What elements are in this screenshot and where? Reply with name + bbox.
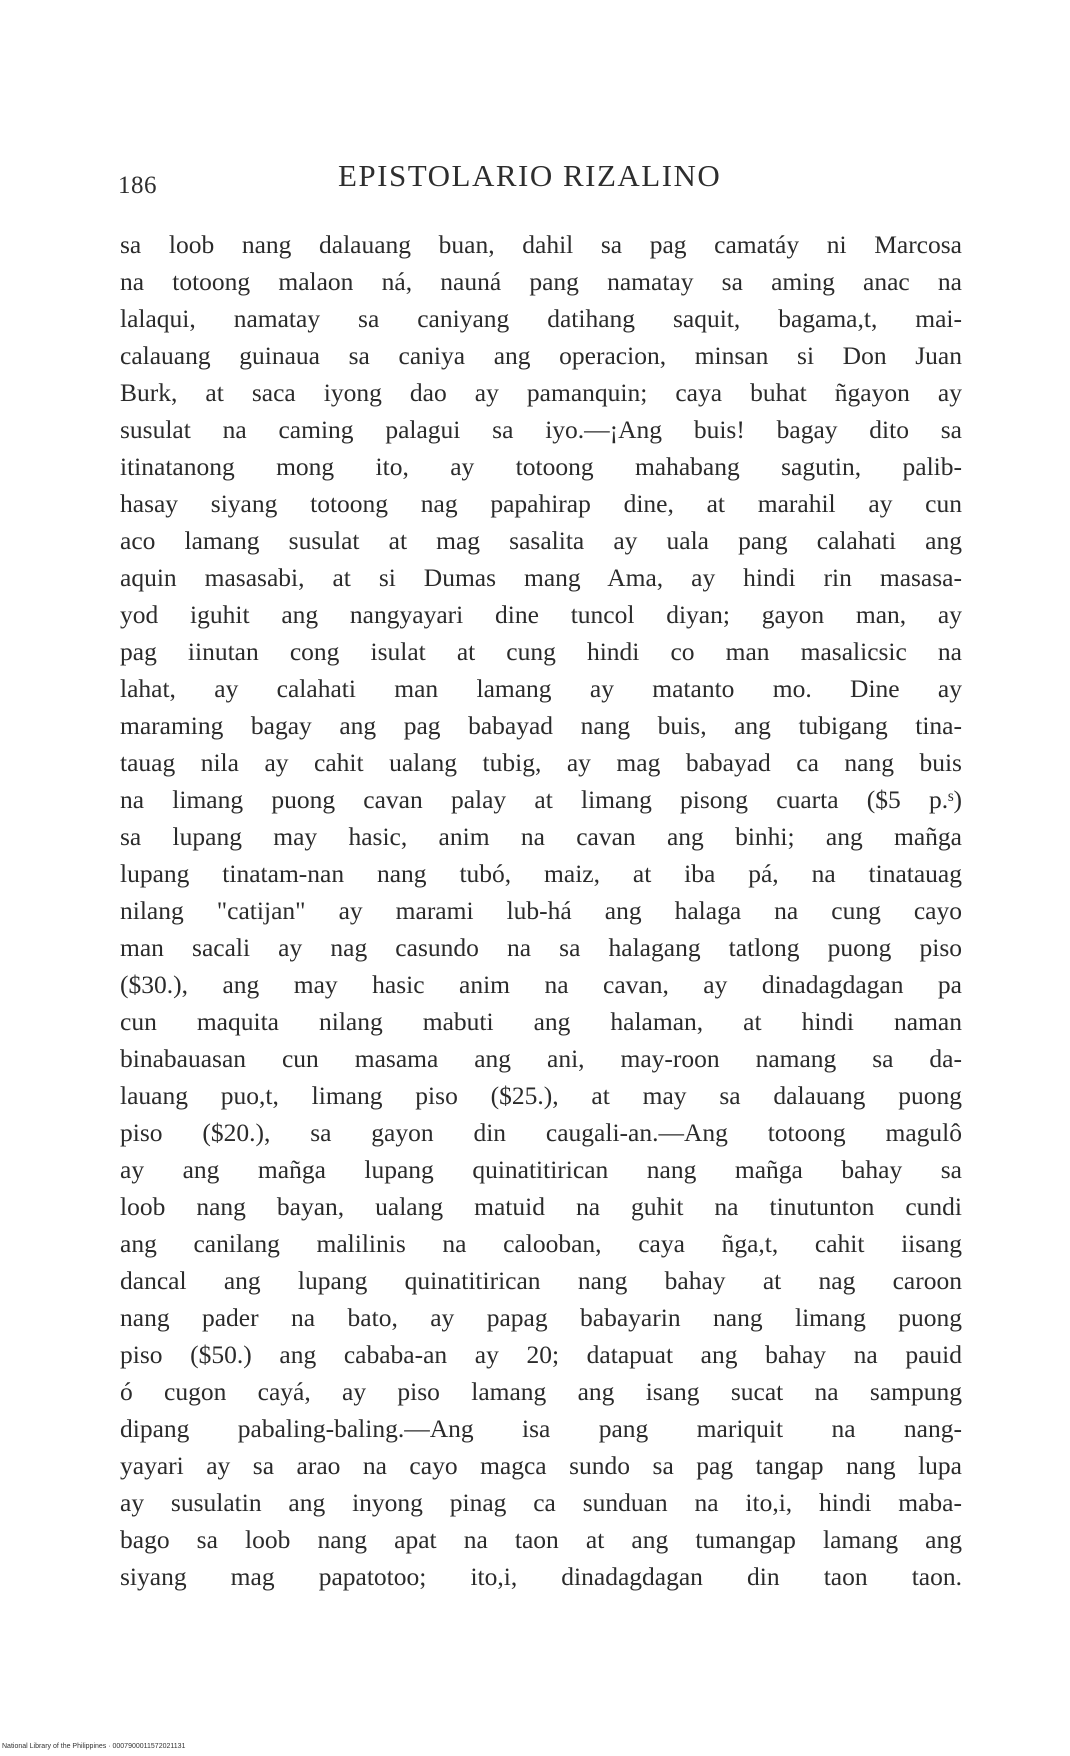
text-line: bago sa loob nang apat na taon at ang tumangap lamang ang — [120, 1525, 962, 1554]
text-line: Burk, at saca iyong dao ay pamanquin; caya buhat ñgayon ay — [120, 378, 962, 407]
running-title: EPISTOLARIO RIZALINO — [338, 158, 722, 193]
text-line: piso ($50.) ang cababa-an ay 20; datapuat ang bahay na pauid — [120, 1340, 962, 1369]
text-line: na limang puong cavan palay at limang pisong cuarta ($5 p.ˢ) — [120, 785, 962, 814]
text-line: loob nang bayan, ualang matuid na guhit na tinutunton cundi — [120, 1192, 962, 1221]
page-number: 186 — [118, 172, 157, 199]
text-line: man sacali ay nag casundo na sa halagang tatlong puong piso — [120, 933, 962, 962]
text-line: binabauasan cun masama ang ani, may-roon namang sa da- — [120, 1044, 962, 1073]
text-line: tauag nila ay cahit ualang tubig, ay mag babayad ca nang buis — [120, 748, 962, 777]
text-line: ay ang mañga lupang quinatitirican nang mañga bahay sa — [120, 1155, 962, 1184]
text-line: lupang tinatam-nan nang tubó, maiz, at iba pá, na tinatauag — [120, 859, 962, 888]
text-line: siyang mag papatotoo; ito,i, dinadagdagan din taon taon. — [120, 1562, 962, 1591]
text-line: maraming bagay ang pag babayad nang buis, ang tubigang tina- — [120, 711, 962, 740]
text-line: yod iguhit ang nangyayari dine tuncol diyan; gayon man, ay — [120, 600, 962, 629]
text-line: pag iinutan cong isulat at cung hindi co man masalicsic na — [120, 637, 962, 666]
text-line: sa lupang may hasic, anim na cavan ang binhi; ang mañga — [120, 822, 962, 851]
text-line: lahat, ay calahati man lamang ay matanto mo. Dine ay — [120, 674, 962, 703]
text-line: na totoong malaon ná, nauná pang namatay sa aming anac na — [120, 267, 962, 296]
text-line: ($30.), ang may hasic anim na cavan, ay dinadagdagan pa — [120, 970, 962, 999]
text-line: yayari ay sa arao na cayo magca sundo sa pag tangap nang lupa — [120, 1451, 962, 1480]
text-line: aquin masasabi, at si Dumas mang Ama, ay hindi rin masasa- — [120, 563, 962, 592]
text-line: cun maquita nilang mabuti ang halaman, at hindi naman — [120, 1007, 962, 1036]
text-line: hasay siyang totoong nag papahirap dine, at marahil ay cun — [120, 489, 962, 518]
body-text — [120, 226, 962, 1595]
text-line: dancal ang lupang quinatitirican nang bahay at nag caroon — [120, 1266, 962, 1295]
text-line: ó cugon cayá, ay piso lamang ang isang sucat na sampung — [120, 1377, 962, 1406]
text-line: calauang guinaua sa caniya ang operacion, minsan si Don Juan — [120, 341, 962, 370]
text-line: nilang "catijan" ay marami lub-há ang halaga na cung cayo — [120, 896, 962, 925]
text-line: aco lamang susulat at mag sasalita ay uala pang calahati ang — [120, 526, 962, 555]
text-line: piso ($20.), sa gayon din caugali-an.—Ang totoong magulô — [120, 1118, 962, 1147]
text-line: ang canilang malilinis na calooban, caya ñga,t, cahit iisang — [120, 1229, 962, 1258]
text-line: sa loob nang dalauang buan, dahil sa pag camatáy ni Marcosa — [120, 230, 962, 259]
text-line: susulat na caming palagui sa iyo.—¡Ang buis! bagay dito sa — [120, 415, 962, 444]
text-line: dipang pabaling-baling.—Ang isa pang mariquit na nang- — [120, 1414, 962, 1443]
text-line: itinatanong mong ito, ay totoong mahabang sagutin, palib- — [120, 452, 962, 481]
text-line: nang pader na bato, ay papag babayarin nang limang puong — [120, 1303, 962, 1332]
text-line: lauang puo,t, limang piso ($25.), at may sa dalauang puong — [120, 1081, 962, 1110]
text-line: ay susulatin ang inyong pinag ca sunduan na ito,i, hindi maba- — [120, 1488, 962, 1517]
text-line: lalaqui, namatay sa caniyang datihang saquit, bagama,t, mai- — [120, 304, 962, 333]
page-header — [118, 158, 978, 218]
scan-footer: National Library of the Philippines · 0007900011572021131 — [2, 1743, 186, 1750]
